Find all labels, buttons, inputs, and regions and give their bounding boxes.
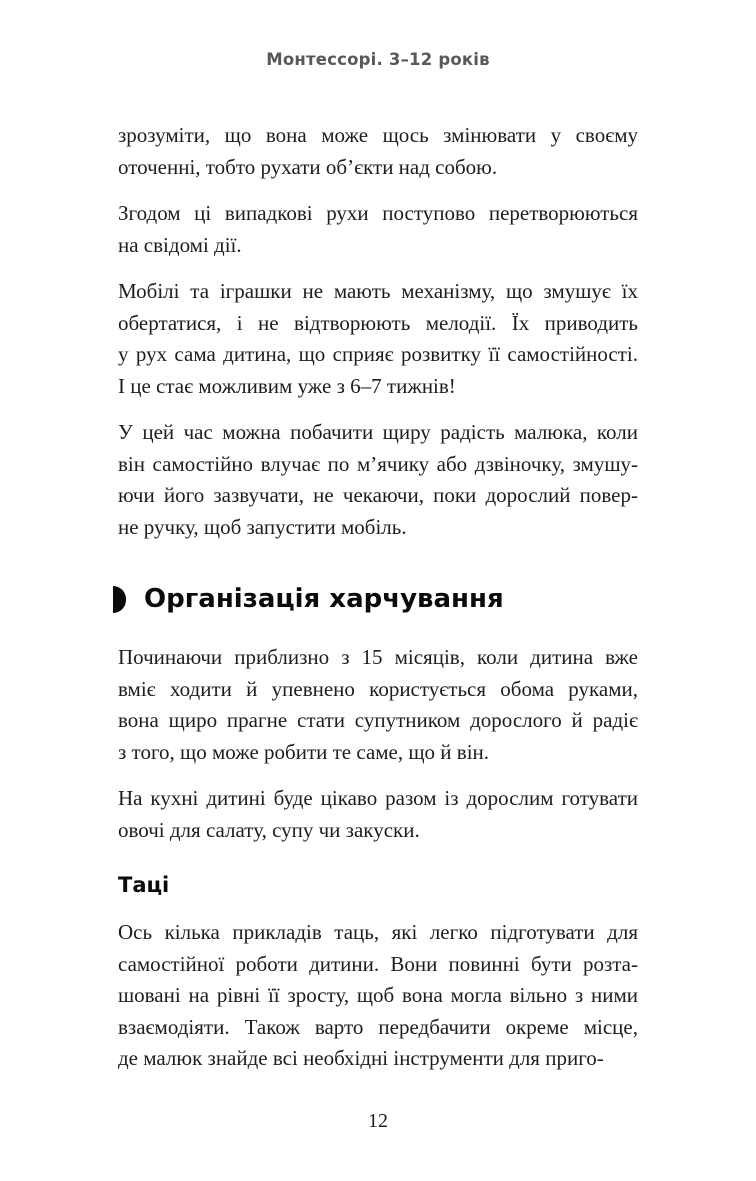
paragraph-line: вміє ходити й упевнено користується обома руками,: [118, 676, 638, 701]
section-heading: [113, 582, 638, 616]
paragraph-line: не ручку, щоб запустити мобіль.: [118, 514, 407, 539]
paragraph-line: де малюк знайде всі необхідні інструменти для приго-: [118, 1046, 604, 1070]
paragraph-line: На кухні дитині буде цікаво разом із дорослим готувати: [118, 786, 638, 810]
paragraph-line: шовані на рівні її зросту, щоб вона могла вільно з ними: [118, 983, 638, 1007]
body-paragraph: [118, 120, 638, 183]
paragraph-line: з того, що може робити те саме, що й він.: [118, 739, 490, 764]
paragraph-line: У цей час можна побачити щиру радість малюка, коли: [118, 420, 638, 444]
body-paragraph: [118, 417, 638, 543]
paragraph-line: оточенні, тобто рухати об’єкти над собою.: [118, 154, 498, 179]
paragraph-line: самостійної роботи дитини. Вони повинні бути розта-: [118, 951, 638, 976]
paragraph-line: ючи його зазвучати, не чекаючи, поки дорослий повер-: [118, 483, 638, 507]
paragraph-line: на свідомі дії.: [118, 232, 242, 257]
paragraph-line: у рух сама дитина, що сприяє розвитку її самостійності.: [118, 342, 638, 366]
paragraph-line: обертатися, і не відтворюють мелодії. Їх приводить: [118, 310, 638, 335]
paragraph-line: Мобілі та іграшки не мають механізму, що змушує їх: [118, 279, 638, 303]
paragraph-line: він самостійно влучає по м’ячику або дзвіночку, змушу-: [118, 451, 638, 476]
paragraph-line: взаємодіяти. Також варто передбачити окреме місце,: [118, 1014, 638, 1039]
body-paragraph: [118, 642, 638, 768]
page-number: 12: [368, 1110, 388, 1132]
paragraph-line: І це стає можливим уже з 6–7 тижнів!: [118, 373, 456, 398]
paragraph-line: Згодом ці випадкові рухи поступово перетворюються: [118, 201, 638, 225]
paragraph-line: зрозуміти, що вона може щось змінювати у своєму: [118, 123, 638, 147]
subsection-heading: Таці: [118, 873, 170, 897]
paragraph-line: вона щиро прагне стати супутником дорослого й радіє: [118, 708, 638, 732]
paragraph-line: овочі для салату, супу чи закуски.: [118, 817, 420, 842]
paragraph-line: Ось кілька прикладів таць, які легко підготувати для: [118, 920, 638, 944]
paragraph-line: Починаючи приблизно з 15 місяців, коли дитина вже: [118, 645, 638, 669]
half-disc-bullet-icon: [113, 586, 126, 613]
body-paragraph: [118, 783, 638, 846]
body-paragraph: [118, 276, 638, 402]
page-content: [118, 120, 638, 1090]
running-header: Монтессорі. 3–12 років: [266, 50, 490, 69]
body-paragraph: [118, 917, 638, 1075]
body-paragraph: [118, 198, 638, 261]
section-heading-label: Організація харчування: [144, 584, 504, 614]
